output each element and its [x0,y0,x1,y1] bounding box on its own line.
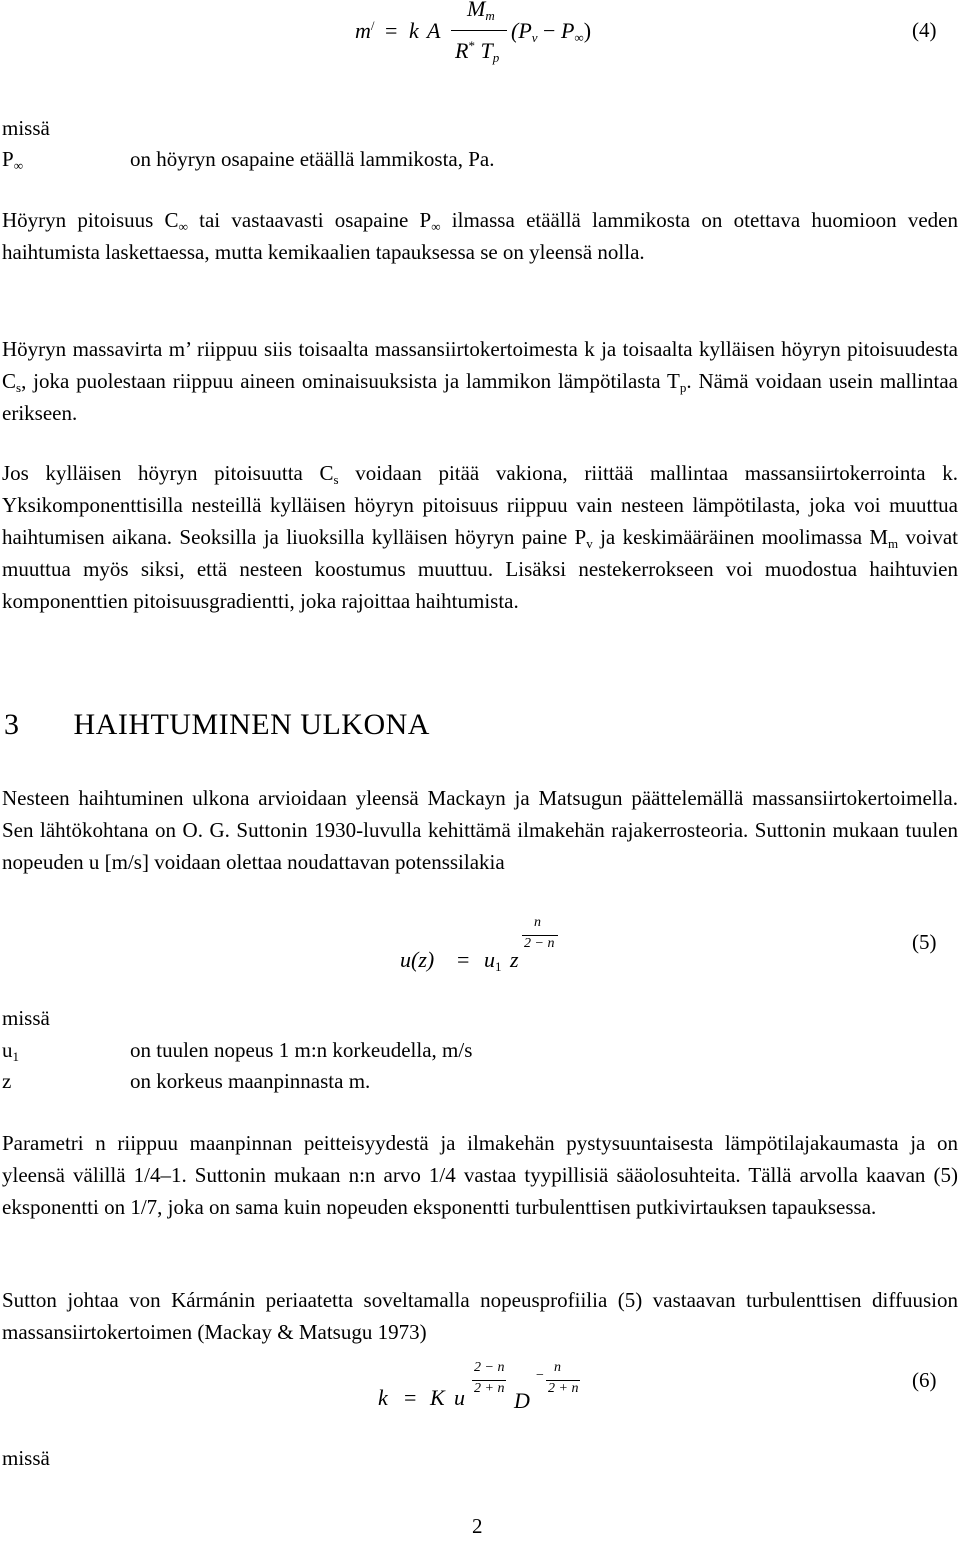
missa-label: missä [2,1446,50,1470]
equation-5-number: (5) [912,930,937,954]
paragraph: Parametri n riippuu maanpinnan peitteisyydestä ja ilmakehän pystysuuntaisesta lämpötilajakaumasta ja on yleensä välillä 1/4–1. Suttonin mukaan n:n arvo 1/4 vastaa tyypillisiä sääolosuhteita. Tällä arvolla kaavan (5) eksponentti on 1/7, joka on sama kuin nopeuden eksponentti turbulenttisen putkivirtauksen tapauksessa. [2,1131,958,1219]
section-number: 3 [4,708,20,741]
definition-row: z on korkeus maanpinnasta m. [2,1069,371,1093]
missa-label: missä [2,116,50,140]
paragraph: Jos kylläisen höyryn pitoisuutta $C_s$ voidaan pitää vakiona, riittää mallintaa massansiirtokerrointa k. Yksikomponenttisilla nesteillä kylläisen höyryn pitoisuus riippuu vain nesteen lämpötilasta, joka voi muuttua haihtumisen aikana. Seoksilla ja liuoksilla kylläisen höyryn paine $P_v$ ja keskimääräinen moolimassa $M_m$ voivat muuttua myös siksi, että nesteen koostumus muuttuu. Lisäksi nestekerrokseen voi muodostua haihtuvien komponenttien pitoisuusgradientti, joka rajoittaa haihtumista. [2,461,958,613]
page-number: 2 [472,1514,483,1538]
missa-label: missä [2,1006,50,1030]
paragraph: Sutton johtaa von Kármánin periaatetta soveltamalla nopeusprofiilia (5) vastaavan turbulenttisen diffuusion massansiirtokertoimen (Mackay & Matsugu 1973) [2,1288,958,1344]
paragraph: Höyryn massavirta m’ riippuu siis toisaalta massansiirtokertoimesta k ja toisaalta kylläisen höyryn pitoisuudesta $C_s$, joka puolestaan riippuu aineen ominaisuuksista ja lammikon lämpötilasta $T_p$. Nämä voidaan usein mallintaa erikseen. [2,337,958,425]
section-title: HAIHTUMINEN ULKONA [73,708,430,741]
equation-6: k = K u 2 − n 2 + n D − n 2 + n [378,1360,579,1413]
definition-row: $u_1$ on tuulen nopeus 1 m:n korkeudella, m/s [2,1038,473,1064]
equation-4: m/ = k A $M_m$ R* $T_p$ $(P_v - P_\infty)$ [355,0,592,65]
paragraph: Höyryn pitoisuus $C_\infty$ tai vastaavasti osapaine $P_\infty$ ilmassa etäällä lammikosta on otettava huomioon veden haihtumista laskettaessa, mutta kemikaalien tapauksessa se on yleensä nolla. [2,208,959,264]
paragraph: Nesteen haihtuminen ulkona arvioidaan yleensä Mackayn ja Matsugun päättelemällä massansiirtokertoimella. Sen lähtökohtana on O. G. Suttonin 1930-luvulla kehittämä ilmakehän rajakerrosteoria. Suttonin mukaan tuulen nopeuden u [m/s] voidaan olettaa noudattavan potenssilakia [2,786,958,874]
section-heading [4,708,430,742]
equation-6-number: (6) [912,1368,937,1392]
definition-row: $P_\infty$ on höyryn osapaine etäällä lammikosta, Pa. [2,147,495,173]
equation-4-number: (4) [912,18,937,42]
equation-5: u(z) = $u_1$ z n 2 − n [400,935,600,995]
